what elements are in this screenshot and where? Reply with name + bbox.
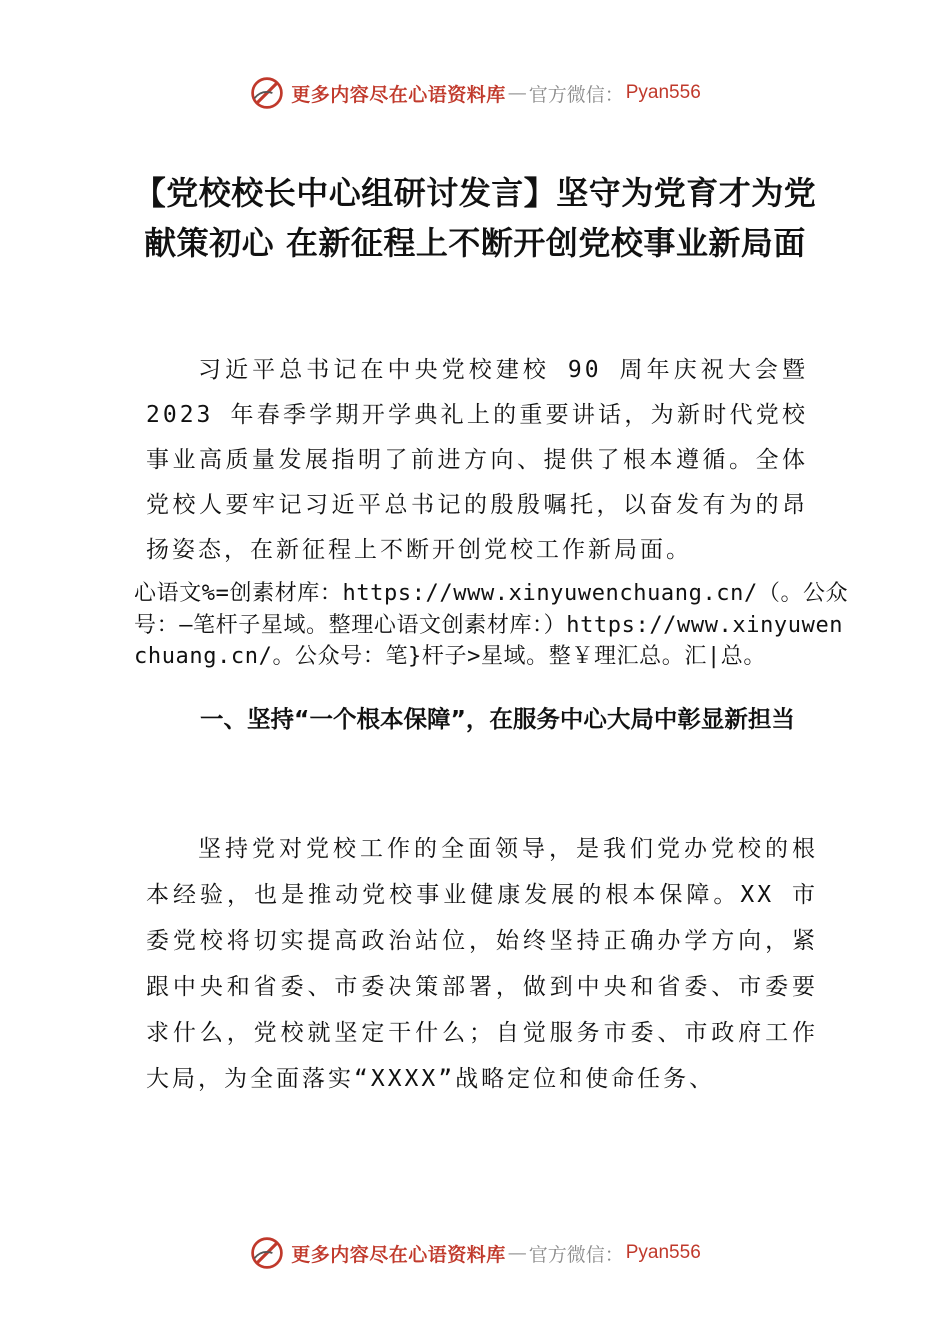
watermark-lead: 更多内容尽在心语资料库	[291, 83, 506, 106]
watermark-handle: Pyan556	[625, 82, 701, 103]
watermark-contact-label: 官方微信：	[528, 1243, 624, 1266]
watermark-banner-bottom	[0, 1233, 950, 1273]
brush-logo-icon	[249, 75, 285, 111]
source-note: 心语文%=创素材库：https://www.xinyuwenchuang.cn/（。公众号：—笔杆子星域。整理心语文创素材库：）https://www.xinyuwenchuang.cn/。公众号：笔}杆子>星域。整￥理汇总。汇|总。	[134, 581, 849, 669]
watermark-separator: —	[507, 1242, 527, 1264]
watermark-separator: —	[507, 82, 527, 104]
brush-logo-icon	[249, 1235, 285, 1271]
watermark-handle: Pyan556	[625, 1242, 701, 1263]
watermark-contact-label: 官方微信：	[528, 83, 624, 106]
watermark-lead: 更多内容尽在心语资料库	[291, 1243, 506, 1266]
body-paragraph: 坚持党对党校工作的全面领导，是我们党办党校的根本经验，也是推动党校事业健康发展的根本保障。XX 市委党校将切实提高政治站位，始终坚持正确办学方向，紧跟中央和省委、市委决策部署，做到中央和省委、市委要求什么，党校就坚定干什么；自觉服务市委、市政府工作大局，为全面落实“XXXX”战略定位和使命任务、	[146, 836, 818, 1092]
document-title: 【党校校长中心组研讨发言】坚守为党育才为党献策初心 在新征程上不断开创党校事业新局面	[133, 174, 817, 262]
watermark-banner-top	[0, 73, 950, 113]
section-heading: 一、坚持“一个根本保障”，在服务中心大局中彰显新担当	[200, 705, 795, 733]
intro-paragraph: 习近平总书记在中央党校建校 90 周年庆祝大会暨2023 年春季学期开学典礼上的重要讲话，为新时代党校事业高质量发展指明了前进方向、提供了根本遵循。全体党校人要牢记习近平总书记的殷殷嘱托，以奋发有为的昂扬姿态，在新征程上不断开创党校工作新局面。	[146, 357, 808, 563]
